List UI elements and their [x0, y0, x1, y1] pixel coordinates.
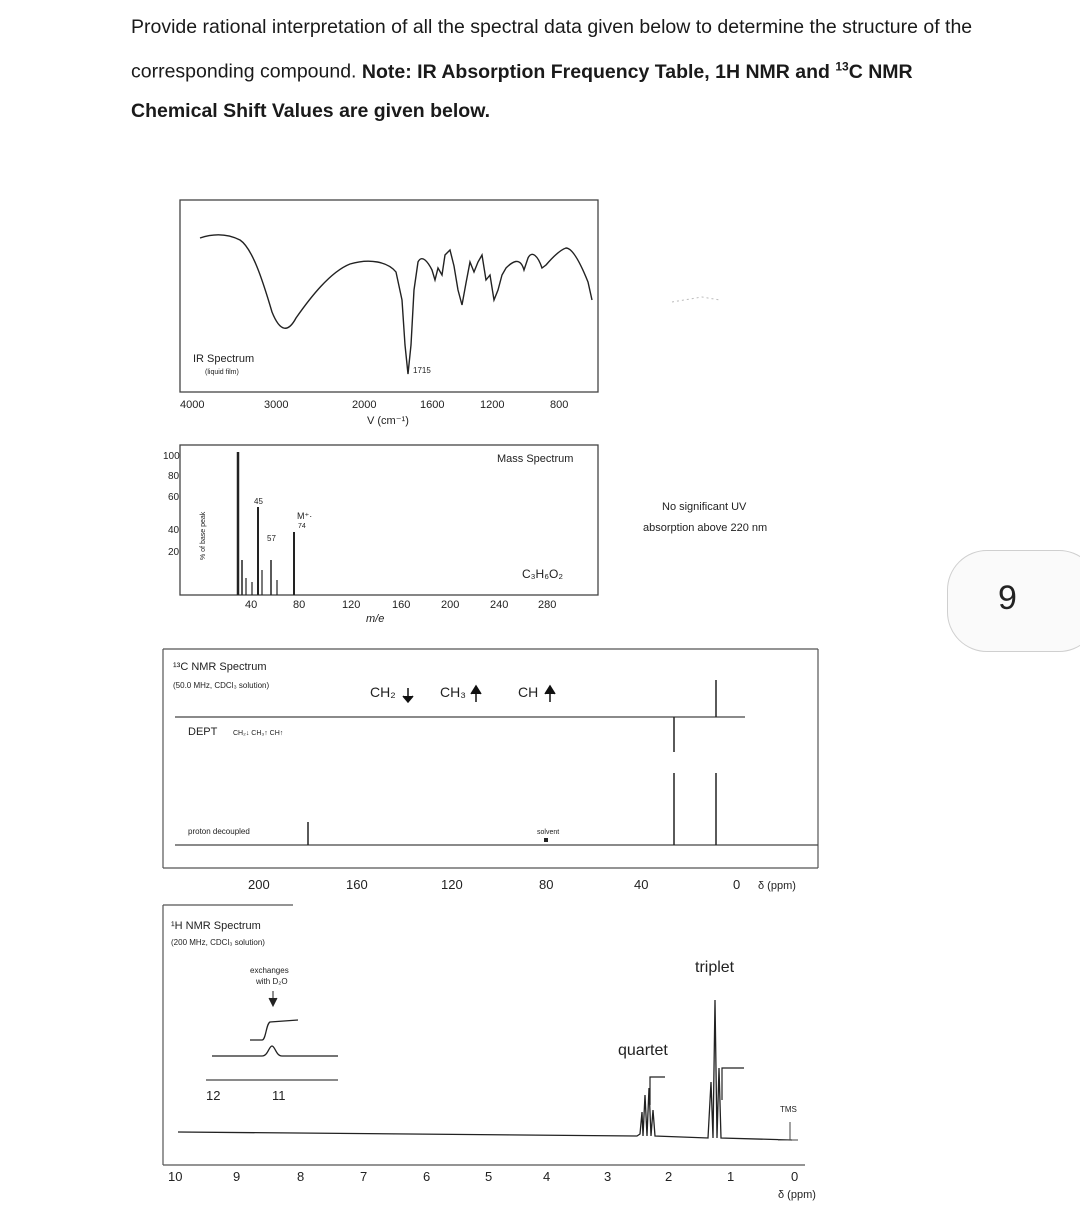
- ms-xtick-160: 160: [392, 599, 411, 611]
- ms-ytick-20: 20: [168, 547, 180, 558]
- h1-xtick-7: 7: [360, 1169, 368, 1184]
- ms-xtick-80: 80: [293, 599, 306, 611]
- h1-title: ¹H NMR Spectrum: [171, 920, 261, 932]
- ms-xtick-240: 240: [490, 599, 509, 611]
- ir-axis-label: V (cm⁻¹): [367, 415, 409, 427]
- h1-axis-label: δ (ppm): [778, 1189, 816, 1201]
- ms-label-45: 45: [254, 497, 263, 506]
- uv-line-1: No significant UV: [662, 501, 747, 513]
- c13-legend-ch3: CH₃: [440, 684, 466, 700]
- h1-nmr-spectrum: [163, 905, 816, 1201]
- quartet-integral: [650, 1077, 665, 1105]
- ir-tick-1200: 1200: [480, 399, 505, 411]
- triplet-integral: [722, 1068, 744, 1100]
- ir-tick-4000: 4000: [180, 399, 205, 411]
- ir-spectrum: [180, 200, 720, 427]
- ir-subtitle: (liquid film): [205, 369, 239, 376]
- h1-xtick-10: 10: [168, 1169, 183, 1184]
- ms-xtick-40: 40: [245, 599, 258, 611]
- ms-y-label: % of base peak: [200, 511, 207, 560]
- ms-peaks: [238, 452, 294, 595]
- inset-tick-12: 12: [206, 1088, 221, 1103]
- ms-ytick-100: 100: [163, 451, 180, 462]
- c13-x-ticks: [248, 877, 740, 892]
- ms-x-label: m/e: [366, 613, 385, 625]
- ms-label-74: 74: [298, 523, 306, 530]
- inset-tick-11: 11: [272, 1088, 286, 1103]
- c13-title: ¹³C NMR Spectrum: [173, 661, 267, 673]
- c13-legend-ch2: CH₂: [370, 684, 396, 700]
- decoupled-label: proton decoupled: [188, 827, 250, 836]
- h1-subtitle: (200 MHz, CDCl₃ solution): [171, 938, 265, 947]
- ms-ytick-40: 40: [168, 525, 180, 536]
- label-quartet: quartet: [618, 1042, 668, 1059]
- h1-xtick-3: 3: [604, 1169, 612, 1184]
- ms-x-ticks: [245, 599, 556, 611]
- ms-ytick-80: 80: [168, 471, 180, 482]
- problem-text-part1: Provide rational interpretation of all the spectral data given below to determine the structure of the corresponding compound.: [131, 16, 973, 83]
- page-number: 9: [998, 579, 1017, 617]
- uv-line-2: absorption above 220 nm: [643, 522, 768, 534]
- solvent-label: solvent: [537, 829, 560, 836]
- h1-xtick-4: 4: [543, 1169, 551, 1184]
- c13-xtick-0: 0: [733, 877, 741, 892]
- c13-xtick-40: 40: [634, 877, 649, 892]
- arrow-down-icon: [269, 991, 277, 1006]
- ir-tick-1600: 1600: [420, 399, 445, 411]
- ms-xtick-120: 120: [342, 599, 361, 611]
- h1-trace: [178, 1000, 792, 1140]
- arrow-up-icon: [471, 686, 481, 702]
- label-triplet: triplet: [695, 959, 735, 976]
- mass-spectrum: [163, 445, 598, 625]
- h1-xtick-2: 2: [665, 1169, 673, 1184]
- ir-trace: [200, 235, 592, 374]
- ir-tick-3000: 3000: [264, 399, 289, 411]
- ms-label-57: 57: [267, 534, 276, 543]
- h1-x-ticks: [168, 1169, 798, 1184]
- arrow-up-icon: [545, 686, 555, 702]
- ms-ytick-60: 60: [168, 492, 180, 503]
- arrow-down-icon: [403, 688, 413, 702]
- exchange-line-1: exchanges: [250, 966, 289, 975]
- c13-axis-label: δ (ppm): [758, 880, 796, 892]
- inset-acid-peak: [212, 1046, 338, 1056]
- faint-mark: [672, 297, 720, 302]
- c13-xtick-160: 160: [346, 877, 368, 892]
- h1-xtick-8: 8: [297, 1169, 305, 1184]
- ms-formula: C₃H₆O₂: [522, 567, 564, 581]
- inset-integral: [250, 1020, 298, 1040]
- c13-xtick-200: 200: [248, 877, 270, 892]
- c13-nmr-spectrum: [163, 649, 818, 892]
- tms-label: TMS: [780, 1105, 797, 1114]
- dept-label: DEPT: [188, 726, 218, 738]
- dept-small-legend: CH₂↓ CH₃↑ CH↑: [233, 730, 284, 737]
- h1-xtick-6: 6: [423, 1169, 431, 1184]
- note-suffix: C NMR Chemical Shift Values are given below.: [131, 60, 913, 122]
- ms-y-ticks: [163, 451, 180, 558]
- exchange-line-2: with D₂O: [256, 977, 288, 986]
- ir-tick-2000: 2000: [352, 399, 377, 411]
- ir-tick-800: 800: [550, 399, 569, 411]
- c13-legend-ch: CH: [518, 684, 539, 700]
- ms-xtick-200: 200: [441, 599, 460, 611]
- c13-xtick-80: 80: [539, 877, 554, 892]
- uv-note: [643, 501, 767, 534]
- h1-xtick-1: 1: [727, 1169, 735, 1184]
- ir-title: IR Spectrum: [193, 353, 255, 365]
- ir-peak-label: 1715: [413, 366, 431, 375]
- ms-xtick-280: 280: [538, 599, 557, 611]
- h1-xtick-0: 0: [791, 1169, 799, 1184]
- ms-label-m: M⁺·: [297, 511, 313, 521]
- c13-xtick-120: 120: [441, 877, 463, 892]
- note-superscript: 13: [835, 59, 849, 73]
- c13-subtitle: (50.0 MHz, CDCl₃ solution): [173, 681, 270, 690]
- ms-title: Mass Spectrum: [497, 453, 574, 465]
- h1-xtick-9: 9: [233, 1169, 241, 1184]
- h1-xtick-5: 5: [485, 1169, 493, 1184]
- tms-reference: [778, 1122, 798, 1140]
- note-prefix: Note: IR Absorption Frequency Table, 1H NMR and: [361, 60, 836, 83]
- solvent-marker: [544, 838, 548, 842]
